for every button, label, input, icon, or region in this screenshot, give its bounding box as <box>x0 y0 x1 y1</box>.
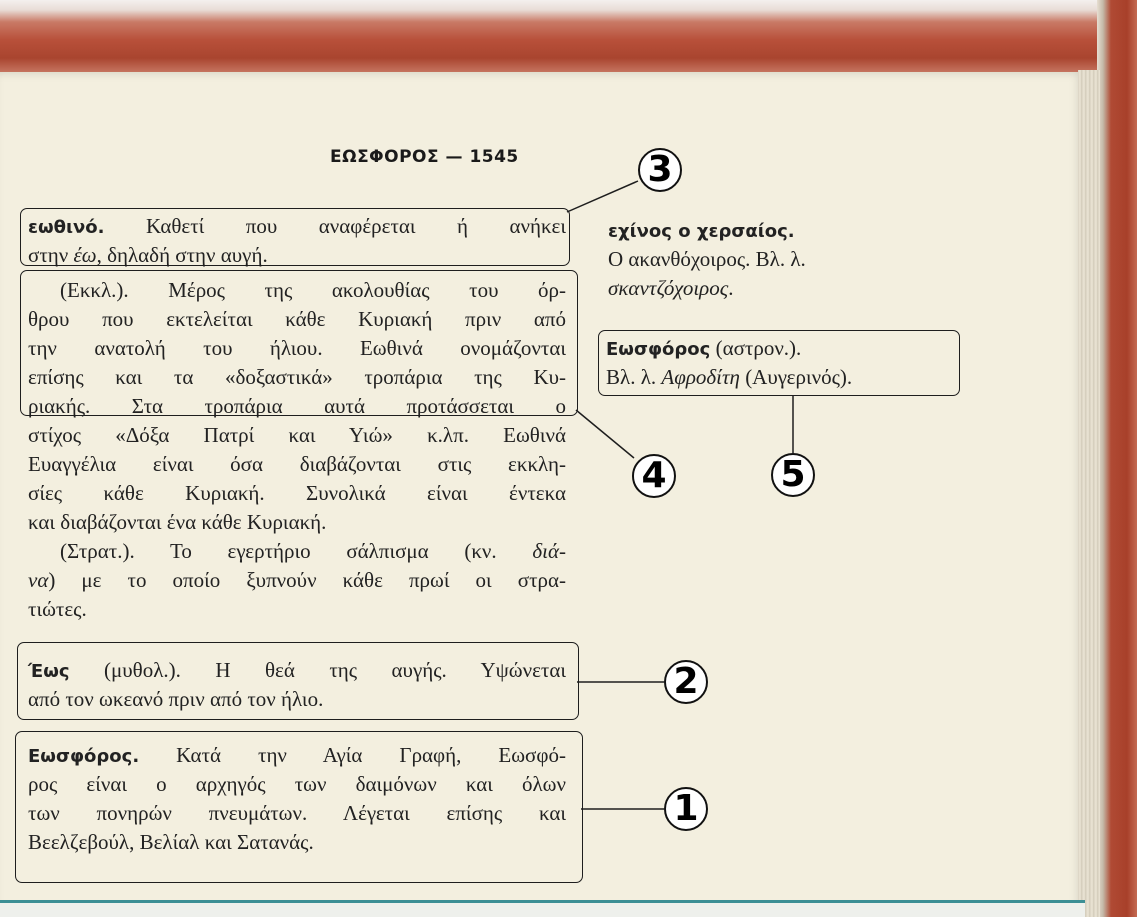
entry-ekkl: (Εκκλ.). Μέρος της ακολουθίας του όρ- θρου που εκτελείται κάθε Κυριακή πριν από την ανατολή του ήλιου. Εωθινά ονομάζονται επίσης και τα «δοξαστικά» τροπάρια της Κυ- ριακής. Στα τροπάρια αυτά προτάσσεται ο στίχος «Δόξα Πατρί και Υιώ» κ.λπ. Εωθινά Ευαγγέλια είναι όσα διαβάζονται στις εκκλη- σίες κάθε Κυριακή. Συνολικά είναι έντεκα και διαβάζονται ένα κάθε Κυριακή. <box>28 278 566 534</box>
entry-eosforos-astron: Εωσφόρος (αστρον.). Βλ. λ. Αφροδίτη (Αυγερινός). <box>606 336 853 389</box>
entry-strat: (Στρατ.). Το εγερτήριο σάλπισμα (κν. διά- να) με το οποίο ξυπνούν κάθε πρωί οι στρα- τιώτες. <box>28 539 566 621</box>
entry-echinos: εχίνος ο χερσαίος. Ο ακανθόχοιρος. Βλ. λ. σκαντζόχοιρος. <box>608 221 806 300</box>
entry-eos: Έως (μυθολ.). Η θεά της αυγής. Υψώνεται από τον ωκεανό πριν από τον ήλιο. <box>28 658 566 711</box>
headword-echinos: εχίνος ο χερσαίος. <box>608 221 795 242</box>
entry-eosforos: Εωσφόρος. Κατά την Αγία Γραφή, Εωσφό- ρος είναι ο αρχηγός των δαιμόνων και όλων των πονηρών πνευμάτων. Λέγεται επίσης και Βεελζεβούλ, Βελίαλ και Σατανάς. <box>28 743 566 854</box>
headword-eos: Έως <box>28 661 70 682</box>
marker-5: 5 <box>771 453 815 497</box>
marker-1: 1 <box>664 787 708 831</box>
connector-3 <box>567 181 638 212</box>
connector-4 <box>576 410 634 458</box>
marker-4: 4 <box>632 454 676 498</box>
running-head: ΕΩΣΦΟΡΟΣ — 1545 <box>330 147 519 167</box>
headword-eosforos-astron: Εωσφόρος <box>606 339 711 360</box>
headword-eosforos: Εωσφόρος. <box>28 746 140 767</box>
marker-3: 3 <box>638 148 682 192</box>
entry-ethino: εωθινό. Καθετί που αναφέρεται ή ανήκει στην έω, δηλαδή στην αυγή. <box>28 214 566 267</box>
marker-2: 2 <box>664 660 708 704</box>
headword-ethino: εωθινό. <box>28 217 105 238</box>
